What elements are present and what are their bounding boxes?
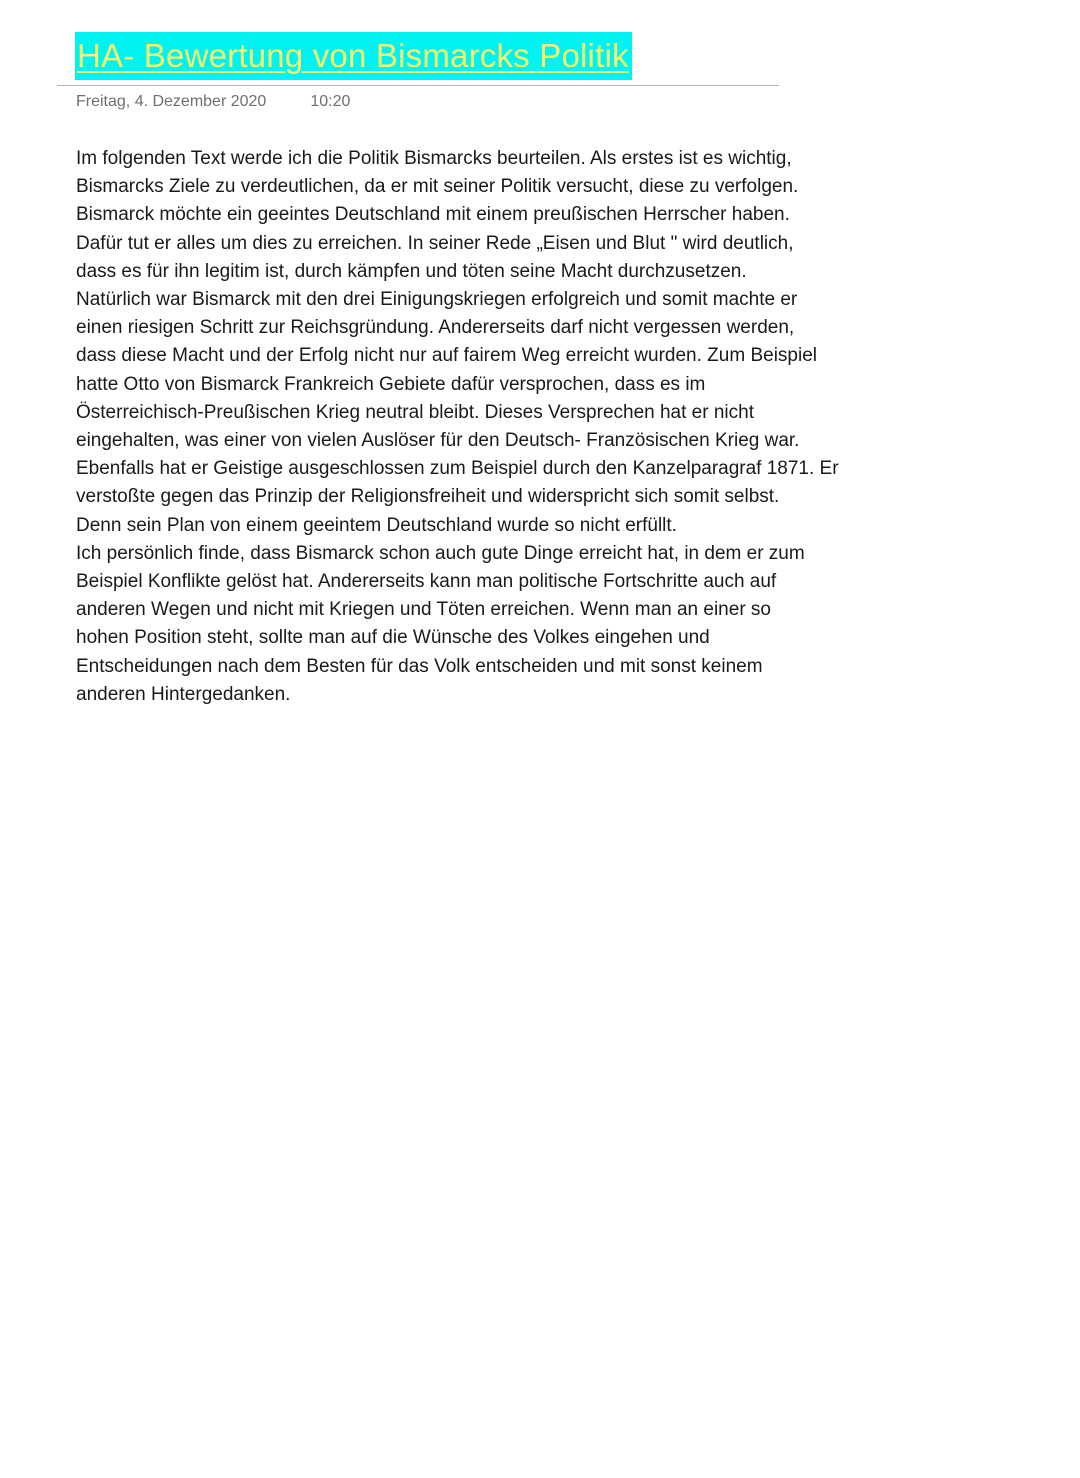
body-line: hatte Otto von Bismarck Frankreich Gebiete dafür versprochen, dass es im <box>76 373 706 395</box>
body-line: Ich persönlich finde, dass Bismarck schon auch gute Dinge erreicht hat, in dem er zum <box>76 542 805 564</box>
body-line: anderen Wegen und nicht mit Kriegen und Töten erreichen. Wenn man an einer so <box>76 599 771 621</box>
body-line: Österreichisch-Preußischen Krieg neutral bleibt. Dieses Versprechen hat er nicht <box>76 401 754 423</box>
page-title[interactable]: HA- Bewertung von Bismarcks Politik <box>75 32 632 80</box>
body-line: dass diese Macht und der Erfolg nicht nur auf fairem Weg erreicht wurden. Zum Beispiel <box>76 345 817 367</box>
title-divider <box>57 85 779 86</box>
note-date: Freitag, 4. Dezember 2020 <box>76 93 267 110</box>
body-line: Natürlich war Bismarck mit den drei Einigungskriegen erfolgreich und somit machte er <box>76 289 798 311</box>
body-line: Entscheidungen nach dem Besten für das Volk entscheiden und mit sonst keinem <box>76 655 763 677</box>
body-line: Ebenfalls hat er Geistige ausgeschlossen zum Beispiel durch den Kanzelparagraf 1871. Er <box>76 458 839 480</box>
title-container <box>75 28 632 80</box>
body-line: Beispiel Konflikte gelöst hat. Andererseits kann man politische Fortschritte auch auf <box>76 571 777 593</box>
body-line: Denn sein Plan von einem geeintem Deutschland wurde so nicht erfüllt. <box>76 514 677 536</box>
body-line: dass es für ihn legitim ist, durch kämpfen und töten seine Macht durchzusetzen. <box>76 260 747 282</box>
body-line: verstoßte gegen das Prinzip der Religionsfreiheit und widerspricht sich somit selbst. <box>76 486 780 508</box>
body-line: eingehalten, was einer von vielen Auslöser für den Deutsch- Französischen Krieg war. <box>76 430 800 452</box>
note-metadata <box>76 92 350 112</box>
body-line: Bismarcks Ziele zu verdeutlichen, da er mit seiner Politik versucht, diese zu verfolgen. <box>76 176 799 198</box>
note-time: 10:20 <box>310 93 351 110</box>
note-body[interactable] <box>76 145 956 709</box>
body-line: Dafür tut er alles um dies zu erreichen. In seiner Rede „Eisen und Blut " wird deutlich, <box>76 232 794 254</box>
body-line: Im folgenden Text werde ich die Politik Bismarcks beurteilen. Als erstes ist es wichtig, <box>76 148 792 169</box>
body-line: anderen Hintergedanken. <box>76 683 291 705</box>
body-line: Bismarck möchte ein geeintes Deutschland mit einem preußischen Herrscher haben. <box>76 204 790 226</box>
body-line: einen riesigen Schritt zur Reichsgründung. Andererseits darf nicht vergessen werden, <box>76 317 795 339</box>
body-line: hohen Position steht, sollte man auf die Wünsche des Volkes eingehen und <box>76 627 710 649</box>
